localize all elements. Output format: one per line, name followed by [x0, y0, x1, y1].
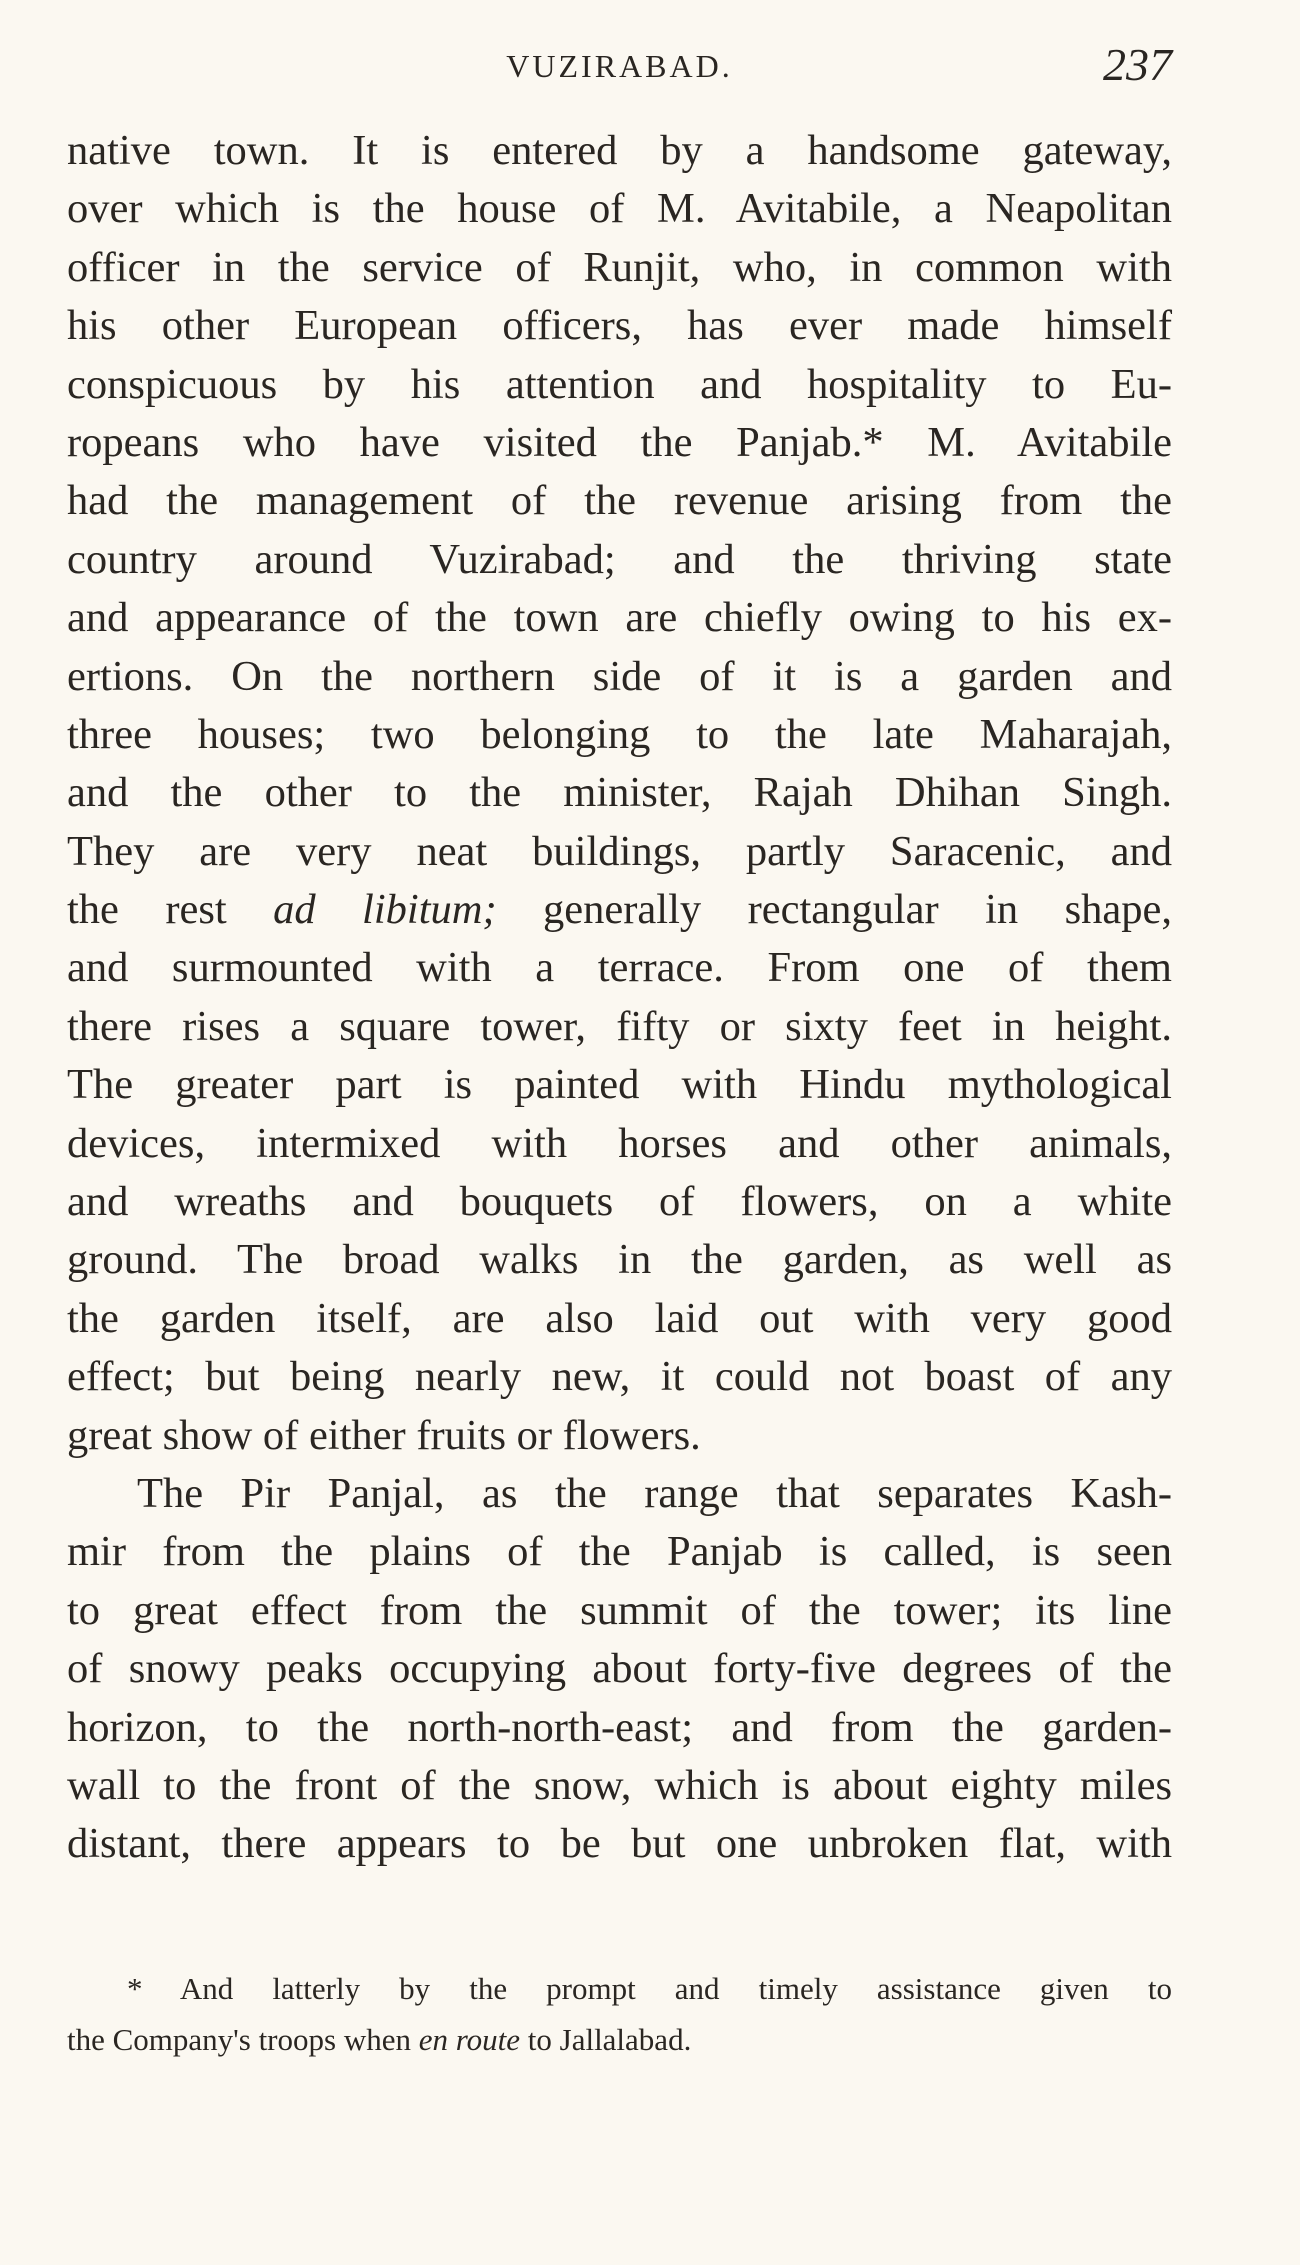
text-line: ground. The broad walks in the garden, as well as — [67, 1236, 1172, 1284]
footnote-line: * And latterly by the prompt and timely assistance given to — [127, 1971, 1172, 2006]
text-line: to great effect from the summit of the tower; its line — [67, 1586, 1172, 1634]
text-line: ertions. On the northern side of it is a garden and — [67, 652, 1172, 700]
body-text — [67, 122, 1172, 1874]
text-line: of snowy peaks occupying about forty-five degrees of the — [67, 1645, 1172, 1693]
text-line: The Pir Panjal, as the range that separates Kash- — [137, 1469, 1172, 1517]
text-line: great show of either fruits or flowers. — [67, 1411, 701, 1459]
running-title: VUZIRABAD. — [506, 48, 733, 84]
text-segment: the Company's troops when — [67, 2022, 419, 2057]
text-line: three houses; two belonging to the late Maharajah, — [67, 710, 1172, 758]
text-line: wall to the front of the snow, which is about eighty miles — [67, 1761, 1172, 1809]
text-line: had the management of the revenue arising from the — [67, 477, 1172, 525]
page-number: 237 — [1103, 39, 1172, 90]
text-line: and the other to the minister, Rajah Dhihan Singh. — [67, 769, 1172, 817]
footnote — [67, 1963, 1172, 2065]
text-line: and appearance of the town are chiefly owing to his ex- — [67, 594, 1172, 642]
text-line: conspicuous by his attention and hospitality to Eu- — [67, 360, 1172, 408]
text-line: They are very neat buildings, partly Saracenic, and — [67, 827, 1172, 875]
text-line: officer in the service of Runjit, who, in common with — [67, 243, 1172, 291]
text-line: distant, there appears to be but one unbroken flat, with — [67, 1820, 1172, 1868]
text-line: his other European officers, has ever made himself — [67, 302, 1172, 350]
italic-phrase: en route — [418, 2022, 521, 2057]
text-line-ad-libitum — [67, 881, 1172, 939]
text-line: country around Vuzirabad; and the thriving state — [67, 535, 1172, 583]
text-line: and surmounted with a terrace. From one of them — [67, 944, 1172, 992]
text-segment: to Jallalabad. — [520, 2022, 692, 2057]
footnote-line — [67, 2014, 1172, 2065]
text-line: The greater part is painted with Hindu mythological — [67, 1061, 1172, 1109]
text-line: the garden itself, are also laid out with very good — [67, 1294, 1172, 1342]
text-line: ropeans who have visited the Panjab.* M. Avitabile — [67, 418, 1172, 466]
running-head — [67, 38, 1172, 98]
text-line: effect; but being nearly new, it could not boast of any — [67, 1353, 1172, 1401]
text-line: and wreaths and bouquets of flowers, on a white — [67, 1178, 1172, 1226]
italic-phrase: ad libitum; — [273, 886, 497, 934]
text-segment: generally rectangular in shape, — [496, 886, 1172, 934]
text-line: native town. It is entered by a handsome gateway, — [67, 127, 1172, 174]
text-line: mir from the plains of the Panjab is called, is seen — [67, 1528, 1172, 1576]
text-line: there rises a square tower, fifty or sixty feet in height. — [67, 1002, 1172, 1050]
text-line: horizon, to the north-north-east; and from the garden- — [67, 1703, 1172, 1751]
text-segment: the rest — [67, 886, 274, 934]
text-line: devices, intermixed with horses and other animals, — [67, 1119, 1172, 1167]
text-line: over which is the house of M. Avitabile, a Neapolitan — [67, 185, 1172, 233]
